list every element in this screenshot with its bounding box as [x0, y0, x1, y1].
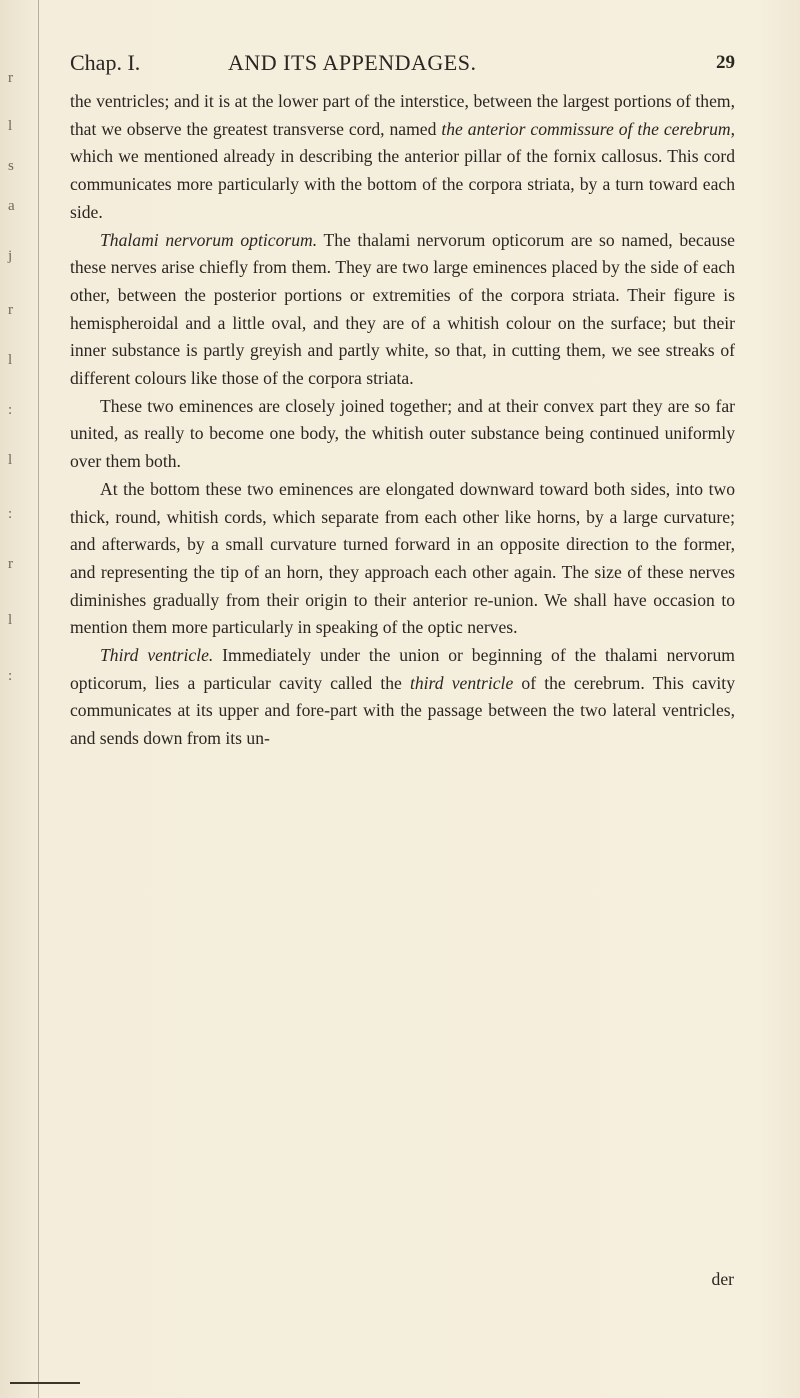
binding-margin-mark: r: [8, 556, 13, 572]
page-binding-edge: [0, 0, 39, 1398]
text-run: These two eminences are closely joined together; and at their convex part they are so far united, as really to become one body, the whitish outer substance being continued uniformly over them both.: [70, 395, 735, 472]
binding-margin-mark: a: [8, 198, 15, 214]
binding-margin-mark: l: [8, 612, 13, 628]
binding-margin-mark: j: [8, 248, 13, 264]
text-run: the ventricles; and it is at the lower part of the interstice, between the largest portions of them, that we observe the greatest transverse cord, named: [70, 91, 735, 139]
running-head: [70, 38, 735, 78]
text-run: At the bottom these two eminences are elongated downward toward both sides, into two thick, round, whitish cords, which separate from each other like horns, by a large curvature; and afterwards, by a small curvature turned forward in an opposite direction to the former, and representing the tip of an horn, they approach each other again. The size of these nerves diminishes gradually from their origin to their anterior re-union. We shall have occasion to mention them more particularly in speaking of the optic nerves.: [70, 478, 735, 638]
corner-rule: [10, 1382, 80, 1384]
paragraph: [70, 393, 735, 476]
italic-text: third ventricle: [409, 672, 514, 693]
chapter-label: Chap. I.: [70, 50, 141, 75]
paragraph: [70, 642, 735, 753]
italic-text: the anterior commissure of the cerebrum: [441, 118, 731, 139]
binding-margin-mark: r: [8, 302, 13, 318]
binding-margin-mark: :: [8, 506, 13, 522]
text-run: Immediately under the union or beginning of the thalami nervorum opticorum, lies a particular cavity called the: [70, 645, 735, 693]
running-title: AND ITS APPENDAGES.: [228, 50, 477, 75]
page-number: 29: [716, 52, 735, 73]
binding-margin-mark: :: [8, 402, 13, 418]
text-run: The thalami nervorum opticorum are so named, because these nerves arise chiefly from them. They are two large eminences placed by the side of each other, between the posterior portions or extremities of the corpora striata. Their figure is hemispheroidal and a little oval, and they are of a whitish colour on the surface; but their inner substance is partly greyish and partly white, so that, in cutting them, we see streaks of different colours like those of the corpora striata.: [70, 229, 735, 389]
italic-text: Third ventricle.: [100, 645, 214, 666]
paragraph: [70, 227, 735, 393]
binding-margin-mark: s: [8, 158, 14, 174]
body-text: [70, 88, 735, 753]
binding-margin-mark: l: [8, 118, 13, 134]
binding-margin-mark: l: [8, 452, 13, 468]
text-run: of the cerebrum. This cavity communicates at its upper and fore-part with the passage between the two lateral ventricles, and sends down from its un-: [70, 672, 735, 749]
binding-margin-mark: l: [8, 352, 13, 368]
text-run: , which we mentioned already in describing the anterior pillar of the fornix callosus. This cord communicates more particularly with the bottom of the corpora striata, by a turn toward each side.: [70, 118, 736, 222]
catchword: der: [711, 1269, 734, 1289]
paragraph: [70, 88, 735, 227]
paragraph: [70, 476, 735, 642]
binding-margin-mark: :: [8, 668, 13, 684]
binding-margin-mark: r: [8, 70, 13, 86]
italic-text: Thalami nervorum opticorum.: [100, 229, 318, 250]
